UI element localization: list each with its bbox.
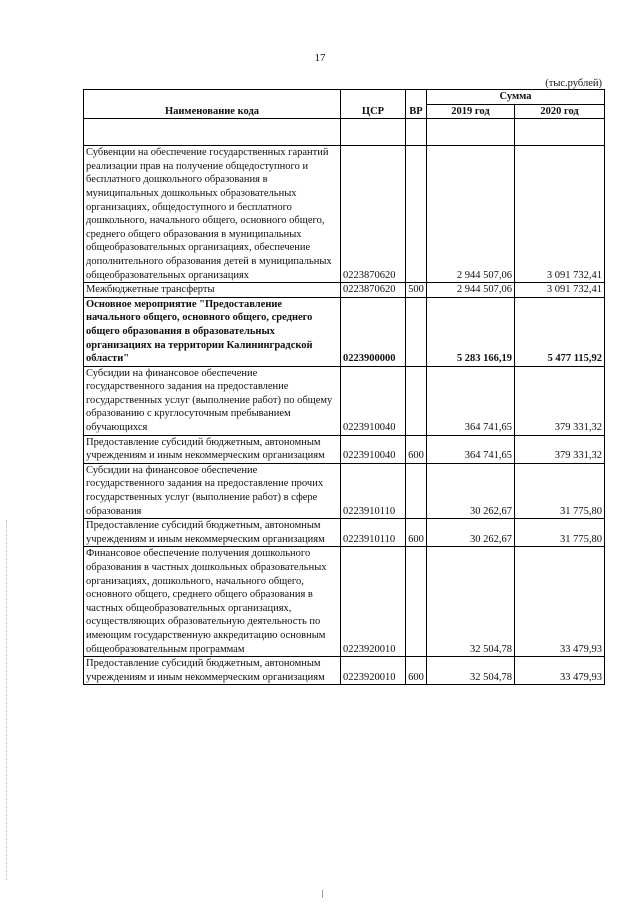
row-csr: 0223870620 [341, 146, 406, 283]
row-vr: 500 [406, 283, 427, 298]
row-name: Межбюджетные трансферты [84, 283, 341, 298]
table-row [84, 297, 605, 366]
row-name: Финансовое обеспечение получения дошкольного образования в частных дошкольных образовательных организациях, дошкольного, начального общего, основного общего, среднего общего образования в частных общеобразовательных организациях, осуществляющих образовательную деятельность по имеющим государственную аккредитацию основным общеобразовательным программам [84, 547, 341, 657]
row-name: Субсидии на финансовое обеспечение государственного задания на предоставление прочих государственных услуг (выполнение работ) в сфере образования [84, 463, 341, 518]
table-row [84, 657, 605, 685]
table-row [84, 146, 605, 283]
header-year-2019: 2019 год [427, 104, 515, 119]
table-row [84, 519, 605, 547]
row-vr [406, 146, 427, 283]
row-csr: 0223920010 [341, 657, 406, 685]
row-csr: 0223910040 [341, 366, 406, 435]
row-sum-2019: 30 262,67 [427, 463, 515, 518]
row-name: Основное мероприятие "Предоставление начального общего, основного общего, среднего общего образования в образовательных организациях на территории Калининградской области" [84, 297, 341, 366]
row-vr: 600 [406, 519, 427, 547]
header-sum: Сумма [427, 90, 605, 105]
row-sum-2019: 364 741,65 [427, 435, 515, 463]
row-sum-2019: 2 944 507,06 [427, 283, 515, 298]
budget-table [83, 89, 605, 685]
row-sum-2020: 31 775,80 [515, 463, 605, 518]
row-name: Предоставление субсидий бюджетным, автономным учреждениям и иным некоммерческим организациям [84, 657, 341, 685]
row-sum-2020: 379 331,32 [515, 366, 605, 435]
row-name: Субсидии на финансовое обеспечение государственного задания на предоставление государственных услуг (выполнение работ) по общему образованию с круглосуточным пребыванием обучающихся [84, 366, 341, 435]
row-csr: 0223900000 [341, 297, 406, 366]
row-sum-2020: 3 091 732,41 [515, 283, 605, 298]
row-csr: 0223910110 [341, 519, 406, 547]
row-csr: 0223870620 [341, 283, 406, 298]
row-sum-2020: 33 479,93 [515, 547, 605, 657]
row-sum-2019: 2 944 507,06 [427, 146, 515, 283]
table-row [84, 435, 605, 463]
table-row [84, 283, 605, 298]
table-row [84, 547, 605, 657]
row-sum-2020: 31 775,80 [515, 519, 605, 547]
header-vr: ВР [406, 90, 427, 119]
header-name: Наименование кода [84, 90, 341, 119]
row-vr: 600 [406, 657, 427, 685]
row-sum-2020: 379 331,32 [515, 435, 605, 463]
header-year-2020: 2020 год [515, 104, 605, 119]
row-vr [406, 366, 427, 435]
units-label: (тыс.рублей) [545, 78, 602, 89]
row-csr: 0223920010 [341, 547, 406, 657]
page-number: 17 [314, 52, 326, 64]
row-sum-2019: 32 504,78 [427, 657, 515, 685]
row-name: Предоставление субсидий бюджетным, автономным учреждениям и иным некоммерческим организациям [84, 519, 341, 547]
row-csr: 0223910110 [341, 463, 406, 518]
row-vr [406, 463, 427, 518]
row-csr: 0223910040 [341, 435, 406, 463]
row-vr [406, 547, 427, 657]
table-spacer-row [84, 119, 605, 146]
header-csr: ЦСР [341, 90, 406, 119]
row-vr [406, 297, 427, 366]
row-sum-2020: 3 091 732,41 [515, 146, 605, 283]
scan-mark [322, 890, 323, 898]
row-sum-2019: 5 283 166,19 [427, 297, 515, 366]
row-name: Предоставление субсидий бюджетным, автономным учреждениям и иным некоммерческим организациям [84, 435, 341, 463]
row-sum-2020: 33 479,93 [515, 657, 605, 685]
row-sum-2019: 30 262,67 [427, 519, 515, 547]
row-name: Субвенции на обеспечение государственных гарантий реализации прав на получение общедоступного и бесплатного дошкольного образования в муниципальных дошкольных образовательных организациях, общедоступного и бесплатного дошкольного, начального общего, основного общего, среднего общего образования в муниципальных общеобразовательных организациях, обеспечение дополнительного образования детей в муниципальных общеобразовательных организациях [84, 146, 341, 283]
row-sum-2020: 5 477 115,92 [515, 297, 605, 366]
row-sum-2019: 364 741,65 [427, 366, 515, 435]
table-row [84, 366, 605, 435]
table-row [84, 463, 605, 518]
scan-edge-mark [6, 520, 8, 880]
row-sum-2019: 32 504,78 [427, 547, 515, 657]
row-vr: 600 [406, 435, 427, 463]
